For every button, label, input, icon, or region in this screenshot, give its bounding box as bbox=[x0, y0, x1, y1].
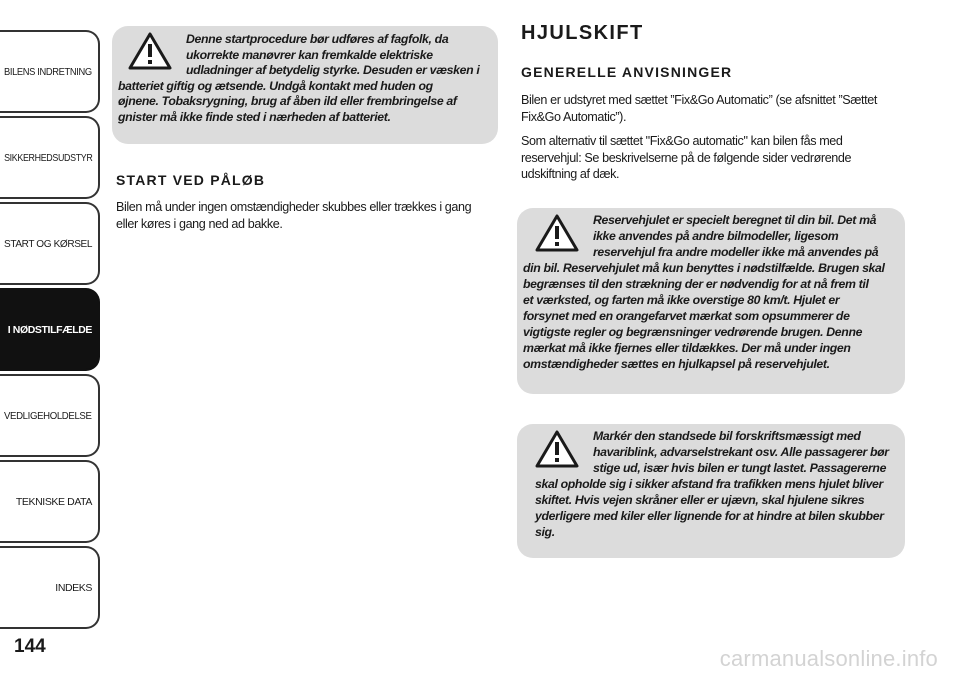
paragraph-line: Fix&Go Automatic”). bbox=[521, 109, 627, 124]
tab-indeks[interactable] bbox=[0, 546, 100, 629]
warning-line: øjnene. Tobaksrygning, brug af åben ild eller frembringelse af bbox=[118, 94, 457, 108]
tab-i-nodstilfaelde[interactable] bbox=[0, 288, 100, 371]
warning-line: skiftet. Hvis vejen skråner eller er ujævn, skal hjulene sikres bbox=[535, 493, 865, 507]
warning-line: ikke anvendes på andre bilmodeller, ligesom bbox=[593, 229, 839, 243]
paragraph-line: Som alternativ til sættet "Fix&Go automatic" kan bilen fås med bbox=[521, 134, 843, 148]
section-title: START VED PÅLØB bbox=[116, 172, 266, 188]
warning-line: skal opholde sig i sikker afstand fra trafikken mens hjulet bliver bbox=[535, 477, 883, 491]
page-number: 144 bbox=[14, 636, 46, 657]
warning-line: Markér den standsede bil forskriftsmæssigt med bbox=[593, 429, 861, 443]
warning-line: sig. bbox=[535, 525, 555, 539]
warning-line: yderligere med kiler eller lignende for at hindre at bilen skubber bbox=[535, 509, 884, 523]
warning-box-spare-wheel bbox=[517, 208, 905, 394]
warning-line: gnister må ikke finde sted i nærheden af batteriet. bbox=[118, 109, 391, 124]
warning-line: Reservehjulet er specielt beregnet til din bil. Det må bbox=[593, 213, 877, 227]
warning-triangle-icon bbox=[535, 214, 579, 252]
warning-line: havariblink, advarselstrekant osv. Alle passagerer bør bbox=[593, 445, 889, 459]
warning-line: mærkat må ikke fjernes eller tildækkes. Der må under ingen bbox=[523, 341, 851, 355]
tab-label: SIKKERHEDSUDSTYR bbox=[3, 151, 92, 164]
warning-line: reservehjul fra andre modeller ikke må anvendes på bbox=[593, 245, 879, 259]
page-title: HJULSKIFT bbox=[521, 22, 644, 44]
watermark: carmanualsonline.info bbox=[719, 646, 938, 671]
warning-triangle-icon bbox=[535, 430, 579, 468]
warning-line: vigtigste regler og begrænsninger vedrørende brugen. Denne bbox=[523, 325, 863, 339]
tab-label: I NØDSTILFÆLDE bbox=[7, 323, 92, 336]
warning-line: batteriet giftig og ætsende. Undgå kontakt med huden og bbox=[118, 78, 433, 93]
warning-line: forsynet med en orangefarvet mærkat som opsummerer de bbox=[523, 309, 850, 323]
paragraph-line: udskiftning af dæk. bbox=[521, 167, 620, 181]
warning-line: Denne startprocedure bør udføres af fagfolk, da bbox=[186, 32, 449, 46]
paragraph-line: reservehjul: Se beskrivelserne på de følgende sider vedrørende bbox=[521, 150, 852, 165]
tab-label: START OG KØRSEL bbox=[3, 237, 92, 250]
section-subtitle: GENERELLE ANVISNINGER bbox=[521, 64, 733, 80]
warning-line: ukorrekte manøvrer kan fremkalde elektriske bbox=[186, 47, 433, 62]
tab-tekniske-data[interactable] bbox=[0, 460, 100, 543]
warning-box-battery bbox=[112, 26, 498, 144]
paragraph-line: Bilen må under ingen omstændigheder skubbes eller trækkes i gang bbox=[116, 200, 472, 214]
warning-line: omstændigheder sættes en hjulkapsel på reservehjulet. bbox=[523, 357, 830, 371]
tab-bilens-indretning[interactable] bbox=[0, 30, 100, 113]
warning-triangle-icon bbox=[128, 32, 172, 70]
tab-vedligeholdelse[interactable] bbox=[0, 374, 100, 457]
warning-box-stopped-car bbox=[517, 424, 905, 558]
tab-label: INDEKS bbox=[55, 581, 92, 594]
tab-label: VEDLIGEHOLDELSE bbox=[4, 409, 92, 422]
tab-sikkerhedsudstyr[interactable] bbox=[0, 116, 100, 199]
tab-start-og-korsel[interactable] bbox=[0, 202, 100, 285]
warning-line: stige ud, især hvis bilen er tungt lastet. Passagererne bbox=[593, 461, 887, 475]
tab-label: TEKNISKE DATA bbox=[15, 495, 92, 508]
paragraph-line: eller køres i gang ned ad bakke. bbox=[116, 216, 283, 231]
warning-line: udladninger af betydelig styrke. Desuden er væsken i bbox=[186, 63, 480, 77]
warning-line: din bil. Reservehjulet må kun benyttes i nødstilfælde. Brugen skal bbox=[523, 261, 885, 275]
tab-label: BILENS INDRETNING bbox=[4, 65, 92, 78]
warning-line: et værksted, og farten må ikke overstige 80 km/t. Hjulet er bbox=[523, 293, 840, 307]
warning-line: begrænses til den strækning der er nødvendig for at nå frem til bbox=[523, 277, 869, 291]
paragraph-line: Bilen er udstyret med sættet ”Fix&Go Automatic” (se afsnittet ”Sættet bbox=[521, 93, 877, 107]
